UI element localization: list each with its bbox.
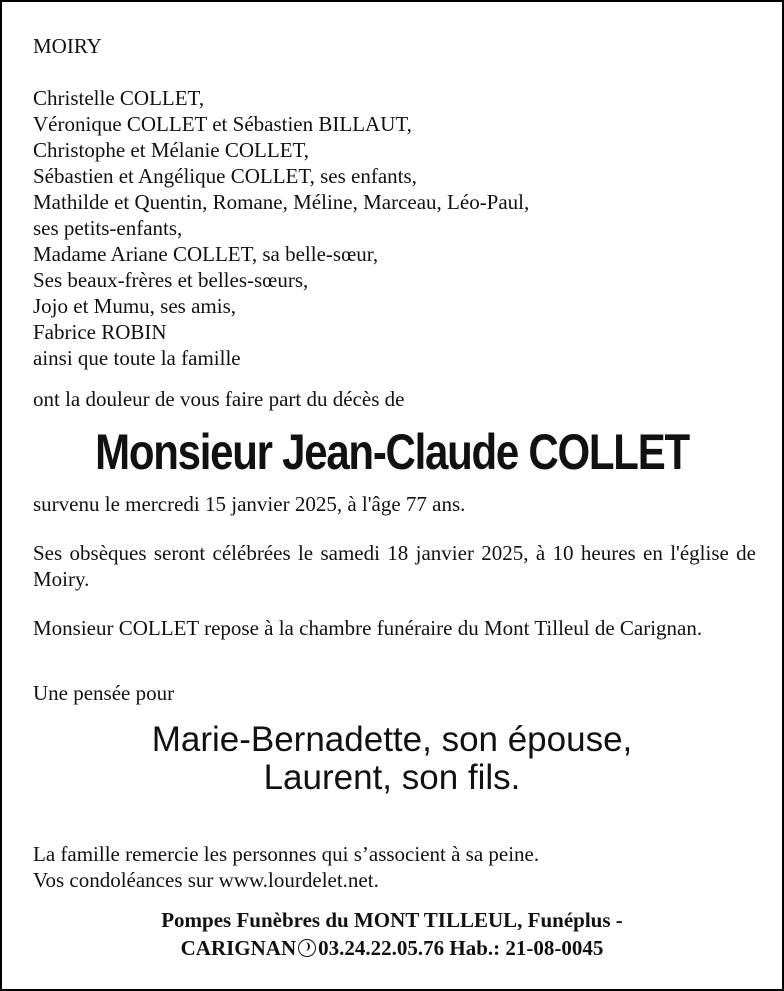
thanks-block [33,841,756,893]
phone-icon [298,939,316,957]
funeral-home-name: Pompes Funèbres du MONT TILLEUL, Funéplus - [161,908,623,932]
town-name: MOIRY [33,34,102,58]
announcement-line: ont la douleur de vous faire part du décès de [33,387,405,411]
funeral-home-footer [2,906,782,962]
family-line: Ses beaux-frères et belles-sœurs, [33,268,309,292]
funeral-info: Ses obsèques seront célébrées le samedi 18 janvier 2025, à 10 heures en l'église de Moiry. [33,541,756,591]
funeral-home-phone: 03.24.22.05.76 Hab.: 21-08-0045 [318,936,604,960]
deceased-name: Monsieur Jean-Claude COLLET [95,424,689,480]
family-line: Christophe et Mélanie COLLET, [33,138,310,162]
rest-info: Monsieur COLLET repose à la chambre funéraire du Mont Tilleul de Carignan. [33,616,703,640]
thought-intro: Une pensée pour [33,681,175,705]
funeral-home-town: CARIGNAN [180,936,297,960]
funeral-home-contact [2,934,782,962]
family-line: Sébastien et Angélique COLLET, ses enfants, [33,164,417,188]
family-line: Christelle COLLET, [33,86,205,110]
family-line: ainsi que toute la famille [33,346,241,370]
family-line: Mathilde et Quentin, Romane, Méline, Marceau, Léo-Paul, [33,190,530,214]
thoughts-block [2,721,782,797]
family-line: ses petits-enfants, [33,216,183,240]
thought-line: Marie-Bernadette, son épouse, [151,720,633,759]
family-line: Madame Ariane COLLET, sa belle-sœur, [33,242,379,266]
condolences-line: Vos condoléances sur www.lourdelet.net. [33,868,379,892]
family-line: Jojo et Mumu, ses amis, [33,294,236,318]
thanks-line: La famille remercie les personnes qui s’associent à sa peine. [33,842,540,866]
death-info: survenu le mercredi 15 janvier 2025, à l'âge 77 ans. [33,492,466,516]
family-list [33,85,756,371]
family-line: Véronique COLLET et Sébastien BILLAUT, [33,112,412,136]
thought-line: Laurent, son fils. [263,758,521,797]
family-line: Fabrice ROBIN [33,320,167,344]
